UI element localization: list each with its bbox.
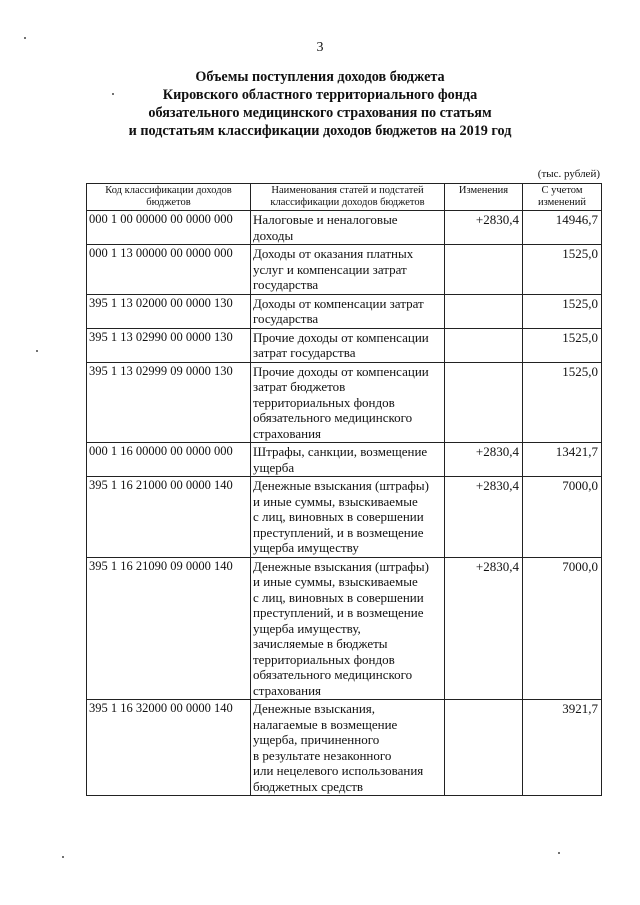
row-total: 1525,0 [523,294,602,328]
title-line: Кировского областного территориального фонда [162,87,478,103]
table-row [87,477,602,558]
row-change [445,700,523,796]
header-name: Наименования статей и подстатей классификации доходов бюджетов [251,184,445,211]
row-total: 14946,7 [523,211,602,245]
scan-speck [112,93,114,95]
row-change: +2830,4 [445,443,523,477]
row-code: 395 1 16 21000 00 0000 140 [87,477,251,558]
row-name: Доходы от компенсации затрат государства [251,294,445,328]
row-code: 395 1 16 21090 09 0000 140 [87,557,251,700]
table-row [87,328,602,362]
table-row [87,211,602,245]
row-code: 395 1 13 02990 00 0000 130 [87,328,251,362]
row-code: 395 1 13 02999 09 0000 130 [87,362,251,443]
row-total: 1525,0 [523,245,602,295]
header-change: Изменения [445,184,523,211]
header-code: Код классификации доходов бюджетов [87,184,251,211]
row-change [445,245,523,295]
row-change: +2830,4 [445,211,523,245]
row-change [445,294,523,328]
row-name: Налоговые и неналоговые доходы [251,211,445,245]
title-line: и подстатьям классификации доходов бюджетов на 2019 год [128,123,512,139]
table-row [87,294,602,328]
row-total: 13421,7 [523,443,602,477]
row-total: 7000,0 [523,557,602,700]
page-number: 3 [316,40,324,55]
header-total: С учетом изменений [523,184,602,211]
table-header-row [87,184,602,211]
row-code: 395 1 13 02000 00 0000 130 [87,294,251,328]
row-code: 000 1 16 00000 00 0000 000 [87,443,251,477]
scan-speck [36,350,38,352]
table-row [87,443,602,477]
row-code: 000 1 13 00000 00 0000 000 [87,245,251,295]
row-total: 7000,0 [523,477,602,558]
table-row [87,700,602,796]
row-change [445,362,523,443]
row-name: Денежные взыскания, налагаемые в возмещение ущерба, причиненного в результате незаконного или нецелевого использования бюджетных средств [251,700,445,796]
scan-speck [558,852,560,854]
row-name: Прочие доходы от компенсации затрат государства [251,328,445,362]
scan-speck [24,37,26,39]
title-line: Объемы поступления доходов бюджета [195,69,445,85]
row-change [445,328,523,362]
row-total: 1525,0 [523,362,602,443]
title-line: обязательного медицинского страхования по статьям [148,105,492,121]
document-title [0,68,640,140]
row-name: Доходы от оказания платных услуг и компенсации затрат государства [251,245,445,295]
row-change: +2830,4 [445,557,523,700]
row-total: 1525,0 [523,328,602,362]
row-name: Денежные взыскания (штрафы) и иные суммы, взыскиваемые с лиц, виновных в совершении преступлений, и в возмещение ущерба имуществу [251,477,445,558]
table-row [87,245,602,295]
row-change: +2830,4 [445,477,523,558]
row-name: Прочие доходы от компенсации затрат бюджетов территориальных фондов обязательного медицинского страхования [251,362,445,443]
row-name: Денежные взыскания (штрафы) и иные суммы, взыскиваемые с лиц, виновных в совершении преступлений, и в возмещение ущерба имуществу, зачисляемые в бюджеты территориальных фондов обязательного медицинского страхования [251,557,445,700]
scan-speck [62,856,64,858]
row-code: 395 1 16 32000 00 0000 140 [87,700,251,796]
table-row [87,362,602,443]
row-code: 000 1 00 00000 00 0000 000 [87,211,251,245]
units-label: (тыс. рублей) [537,168,600,180]
table-row [87,557,602,700]
revenue-table [86,183,602,796]
row-name: Штрафы, санкции, возмещение ущерба [251,443,445,477]
row-total: 3921,7 [523,700,602,796]
